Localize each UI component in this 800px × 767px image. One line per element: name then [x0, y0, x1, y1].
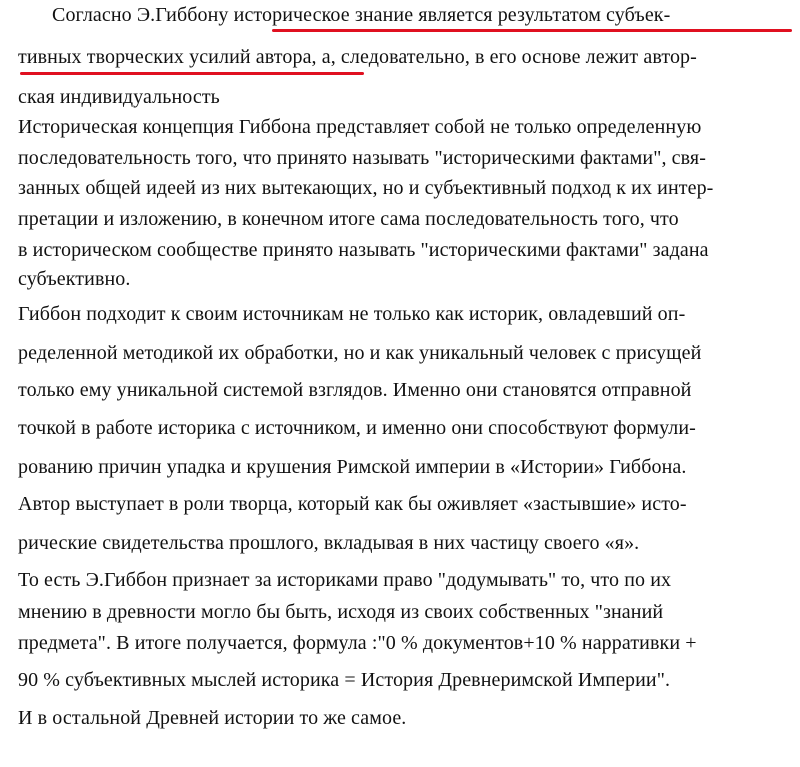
text-line: точкой в работе историка с источником, и именно они способствуют формули-	[18, 417, 696, 439]
underlined-text: тивных творческих усилий автора,	[18, 46, 322, 68]
text-span: а, следовательно, в его основе лежит автор-	[321, 46, 697, 68]
text-line: только ему уникальной системой взглядов. Именно они становятся отправной	[18, 379, 692, 401]
text-line: Автор выступает в роли творца, который как бы оживляет «застывшие» исто-	[18, 493, 687, 515]
red-underline	[20, 72, 364, 75]
text-line	[52, 3, 792, 27]
text-line: 90 % субъективных мыслей историка = История Древнеримской Империи".	[18, 669, 671, 691]
text-line: мнению в древности могло бы быть, исходя из своих собственных "знаний	[18, 601, 664, 623]
red-underline	[272, 29, 792, 32]
text-line: И в остальной Древней истории то же самое.	[18, 707, 407, 729]
text-line	[18, 45, 798, 69]
underlined-text: историческое знание является результатом субъек-	[233, 4, 671, 26]
text-line: субъективно.	[18, 268, 131, 290]
text-line: претации и изложению, в конечном итоге сама последовательность того, что	[18, 208, 679, 230]
text-line: рованию причин упадка и крушения Римской империи в «Истории» Гиббона.	[18, 456, 687, 478]
text-span: Согласно Э.Гиббону	[52, 4, 234, 26]
text-line: Гиббон подходит к своим источникам не только как историк, овладевший оп-	[18, 303, 686, 325]
text-line: Историческая концепция Гиббона представляет собой не только определенную	[18, 116, 702, 138]
text-line: предмета". В итоге получается, формула :"0 % документов+10 % нарративки +	[18, 632, 697, 654]
text-line: в историческом сообществе принято называть "историческими фактами" задана	[18, 239, 709, 261]
text-line: ская индивидуальность	[18, 86, 220, 108]
text-line: занных общей идеей из них вытекающих, но и субъективный подход к их интер-	[18, 177, 714, 199]
text-line: То есть Э.Гиббон признает за историками право "додумывать" то, что по их	[18, 569, 672, 591]
text-line: ределенной методикой их обработки, но и как уникальный человек с присущей	[18, 342, 702, 364]
text-line: рические свидетельства прошлого, вкладывая в них частицу своего «я».	[18, 532, 640, 554]
text-line: последовательность того, что принято называть "историческими фактами", свя-	[18, 147, 706, 169]
